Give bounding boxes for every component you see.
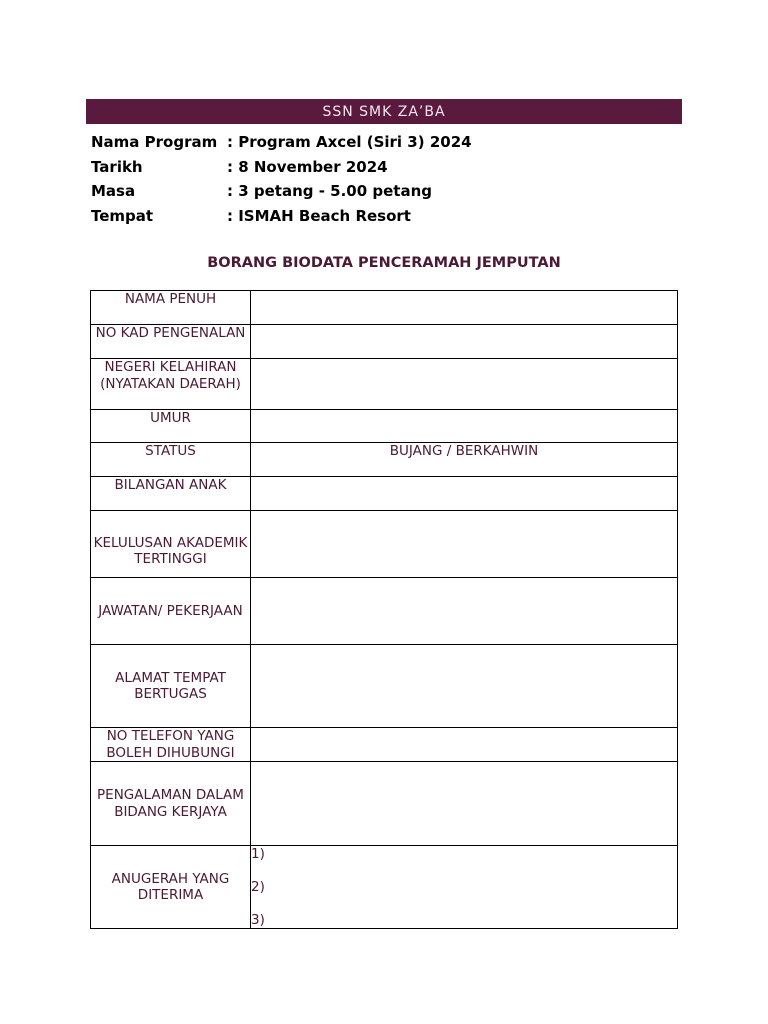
table-row	[91, 578, 678, 645]
info-row-time	[91, 179, 472, 204]
field-label: ALAMAT TEMPAT BERTUGAS	[91, 645, 251, 728]
field-input-experience[interactable]	[251, 762, 678, 846]
field-label: NO TELEFON YANG BOLEH DIHUBUNGI	[91, 728, 251, 762]
field-input-children[interactable]	[251, 477, 678, 511]
field-label: JAWATAN/ PEKERJAAN	[91, 578, 251, 645]
program-info	[91, 130, 472, 228]
field-input-age[interactable]	[251, 410, 678, 443]
award-item: 1)	[251, 846, 265, 862]
award-item: 3)	[251, 912, 265, 928]
field-label: NEGERI KELAHIRAN (NYATAKAN DAERAH)	[91, 359, 251, 410]
info-row-program	[91, 130, 472, 155]
field-input-ic-number[interactable]	[251, 325, 678, 359]
field-label: STATUS	[91, 443, 251, 477]
info-value: : ISMAH Beach Resort	[227, 206, 411, 225]
field-input-full-name[interactable]	[251, 291, 678, 325]
table-row	[91, 477, 678, 511]
info-value: : 3 petang - 5.00 petang	[227, 182, 433, 200]
award-item: 2)	[251, 879, 265, 895]
field-label: NO KAD PENGENALAN	[91, 325, 251, 359]
table-row	[91, 762, 678, 846]
info-value: : Program Axcel (Siri 3) 2024	[227, 133, 472, 151]
table-row	[91, 728, 678, 762]
field-input-occupation[interactable]	[251, 578, 678, 645]
table-row	[91, 443, 678, 477]
field-input-work-address[interactable]	[251, 645, 678, 728]
info-value: : 8 November 2024	[227, 157, 388, 176]
info-label: Tarikh	[91, 157, 143, 176]
table-row	[91, 511, 678, 578]
info-row-date	[91, 155, 472, 180]
info-label: Nama Program	[91, 133, 218, 151]
field-input-awards[interactable]	[251, 846, 678, 929]
field-label: NAMA PENUH	[91, 291, 251, 325]
field-label: BILANGAN ANAK	[91, 477, 251, 511]
field-input-qualification[interactable]	[251, 511, 678, 578]
table-row	[91, 846, 678, 929]
field-label: KELULUSAN AKADEMIK TERTINGGI	[91, 511, 251, 578]
table-row	[91, 291, 678, 325]
header-banner: SSN SMK ZA’BA	[86, 99, 682, 124]
field-label: UMUR	[91, 410, 251, 443]
field-label: PENGALAMAN DALAM BIDANG KERJAYA	[91, 762, 251, 846]
info-row-venue	[91, 204, 472, 229]
table-row	[91, 359, 678, 410]
table-row	[91, 645, 678, 728]
form-title: BORANG BIODATA PENCERAMAH JEMPUTAN	[207, 255, 561, 271]
table-row	[91, 410, 678, 443]
field-input-phone[interactable]	[251, 728, 678, 762]
info-label: Masa	[91, 182, 136, 200]
field-input-status[interactable]: BUJANG / BERKAHWIN	[251, 443, 678, 477]
field-input-birth-state[interactable]	[251, 359, 678, 410]
table-row	[91, 325, 678, 359]
biodata-table	[90, 290, 678, 929]
info-label: Tempat	[91, 206, 154, 225]
field-label: ANUGERAH YANG DITERIMA	[91, 846, 251, 929]
